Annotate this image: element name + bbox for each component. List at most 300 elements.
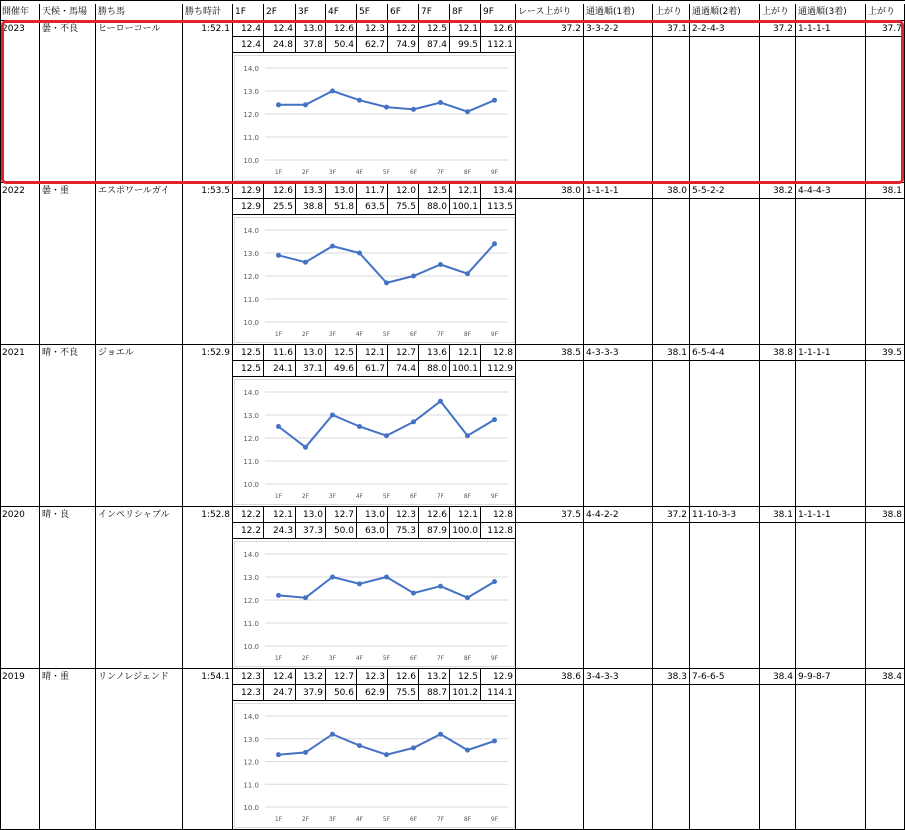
race-condition: 晴・重 <box>40 669 96 830</box>
lap-point <box>303 595 308 600</box>
empty-cell <box>760 361 796 507</box>
lap-point <box>384 105 389 110</box>
empty-cell <box>796 685 866 830</box>
empty-cell <box>760 199 796 345</box>
lap-time: 12.3 <box>357 21 388 37</box>
lap-time: 11.7 <box>357 183 388 199</box>
lap-series-line <box>279 244 495 283</box>
lap-chart-svg <box>235 56 516 182</box>
lap-point <box>465 595 470 600</box>
lap-time: 12.4 <box>264 21 296 37</box>
race-pass2: 5-5-2-2 <box>690 183 760 199</box>
lap-point <box>330 244 335 249</box>
cumulative-time: 37.1 <box>296 361 326 377</box>
empty-cell <box>584 361 653 507</box>
lap-chart <box>234 217 515 343</box>
cumulative-time: 50.0 <box>326 523 357 539</box>
lap-time: 13.3 <box>296 183 326 199</box>
lap-point <box>411 745 416 750</box>
lap-point <box>330 575 335 580</box>
y-tick-label: 12.0 <box>243 597 259 605</box>
race-last3: 39.5 <box>866 345 905 361</box>
x-tick-label: 4F <box>355 493 364 500</box>
y-tick-label: 13.0 <box>243 735 259 744</box>
x-tick-label: 8F <box>463 493 472 500</box>
header-cell: 天候・馬場 <box>40 4 96 21</box>
lap-point <box>330 732 335 737</box>
y-tick-label: 11.0 <box>243 134 259 142</box>
y-tick-label: 11.0 <box>243 620 259 628</box>
x-tick-label: 3F <box>328 816 337 823</box>
empty-cell <box>690 37 760 183</box>
race-pass2: 2-2-4-3 <box>690 21 760 37</box>
cumulative-time: 62.9 <box>357 685 388 701</box>
lap-time: 12.4 <box>233 21 264 37</box>
cumulative-time: 63.5 <box>357 199 388 215</box>
race-last3: 38.8 <box>866 507 905 523</box>
lap-point <box>492 98 497 103</box>
lap-point <box>276 424 281 429</box>
empty-cell <box>516 685 584 830</box>
lap-time: 12.1 <box>450 21 481 37</box>
y-tick-label: 12.0 <box>243 435 259 443</box>
race-year: 2023 <box>0 21 40 183</box>
y-tick-label: 10.0 <box>243 319 259 327</box>
race-winner: リンノレジェンド <box>96 669 183 830</box>
race-last1: 37.2 <box>653 507 690 523</box>
lap-chart-svg <box>235 218 516 344</box>
cumulative-time: 24.8 <box>264 37 296 53</box>
race-pass1: 1-1-1-1 <box>584 183 653 199</box>
y-tick-label: 12.0 <box>243 111 259 119</box>
y-tick-label: 14.0 <box>243 551 259 559</box>
lap-time: 13.4 <box>481 183 516 199</box>
empty-cell <box>866 523 905 669</box>
empty-cell <box>516 37 584 183</box>
lap-point <box>411 591 416 596</box>
lap-time: 12.6 <box>481 21 516 37</box>
lap-point <box>465 433 470 438</box>
lap-time: 13.2 <box>296 669 326 685</box>
sheet-top-border <box>0 0 905 1</box>
x-tick-label: 1F <box>274 493 283 500</box>
cumulative-time: 37.9 <box>296 685 326 701</box>
lap-point <box>438 732 443 737</box>
x-tick-label: 9F <box>490 816 499 823</box>
race-condition: 曇・重 <box>40 183 96 345</box>
cumulative-time: 75.5 <box>388 199 419 215</box>
empty-cell <box>866 361 905 507</box>
cumulative-time: 51.8 <box>326 199 357 215</box>
cumulative-time: 37.8 <box>296 37 326 53</box>
race-last3: 38.1 <box>866 183 905 199</box>
cumulative-time: 12.9 <box>233 199 264 215</box>
x-tick-label: 2F <box>301 331 310 338</box>
race-pass2: 11-10-3-3 <box>690 507 760 523</box>
lap-time: 12.9 <box>233 183 264 199</box>
lap-point <box>357 743 362 748</box>
cumulative-time: 49.6 <box>326 361 357 377</box>
empty-cell <box>584 199 653 345</box>
x-tick-label: 2F <box>301 169 310 176</box>
header-cell: 6F <box>388 4 419 21</box>
cumulative-time: 113.5 <box>481 199 516 215</box>
lap-point <box>438 100 443 105</box>
x-tick-label: 5F <box>382 816 391 823</box>
header-cell: レース上がり <box>516 4 584 21</box>
y-tick-label: 10.0 <box>243 157 259 165</box>
cumulative-time: 88.0 <box>419 199 450 215</box>
empty-cell <box>866 37 905 183</box>
header-cell: 開催年 <box>0 4 40 21</box>
x-tick-label: 8F <box>463 169 472 176</box>
lap-point <box>276 752 281 757</box>
lap-point <box>438 584 443 589</box>
lap-time: 12.2 <box>388 21 419 37</box>
header-cell: 3F <box>296 4 326 21</box>
lap-chart-svg <box>235 542 516 668</box>
y-tick-label: 12.0 <box>243 758 259 767</box>
lap-point <box>384 575 389 580</box>
race-last2: 38.8 <box>760 345 796 361</box>
race-last2: 38.1 <box>760 507 796 523</box>
cumulative-time: 74.4 <box>388 361 419 377</box>
lap-point <box>411 107 416 112</box>
lap-time: 12.1 <box>450 507 481 523</box>
race-pass1: 4-3-3-3 <box>584 345 653 361</box>
cumulative-time: 63.0 <box>357 523 388 539</box>
x-tick-label: 7F <box>436 655 445 662</box>
y-tick-label: 14.0 <box>243 713 259 721</box>
x-tick-label: 6F <box>409 331 418 338</box>
lap-time: 13.0 <box>296 21 326 37</box>
y-tick-label: 13.0 <box>243 250 259 258</box>
lap-time: 12.6 <box>388 669 419 685</box>
empty-cell <box>653 37 690 183</box>
x-tick-label: 4F <box>355 331 364 338</box>
cumulative-time: 88.0 <box>419 361 450 377</box>
empty-cell <box>653 523 690 669</box>
cumulative-time: 50.6 <box>326 685 357 701</box>
header-cell: 1F <box>233 4 264 21</box>
empty-cell <box>866 685 905 830</box>
x-tick-label: 6F <box>409 493 418 500</box>
race-pass1: 4-4-2-2 <box>584 507 653 523</box>
empty-cell <box>690 685 760 830</box>
lap-point <box>357 581 362 586</box>
x-tick-label: 2F <box>301 655 310 662</box>
lap-time: 12.1 <box>450 345 481 361</box>
lap-time: 12.6 <box>264 183 296 199</box>
x-tick-label: 7F <box>436 169 445 176</box>
header-cell: 通過順(2着) <box>690 4 760 21</box>
header-cell: 2F <box>264 4 296 21</box>
cumulative-time: 38.8 <box>296 199 326 215</box>
lap-time: 12.5 <box>450 669 481 685</box>
x-tick-label: 7F <box>436 493 445 500</box>
cumulative-time: 112.1 <box>481 37 516 53</box>
cumulative-time: 50.4 <box>326 37 357 53</box>
empty-cell <box>653 361 690 507</box>
race-winner: ジョエル <box>96 345 183 507</box>
race-time: 1:52.9 <box>183 345 233 507</box>
cumulative-time: 62.7 <box>357 37 388 53</box>
lap-chart <box>234 55 515 181</box>
x-tick-label: 5F <box>382 655 391 662</box>
lap-time: 13.2 <box>419 669 450 685</box>
lap-point <box>357 251 362 256</box>
lap-point <box>276 253 281 258</box>
lap-point <box>330 413 335 418</box>
race-race-last: 37.2 <box>516 21 584 37</box>
x-tick-label: 8F <box>463 816 472 823</box>
x-tick-label: 6F <box>409 816 418 823</box>
lap-point <box>465 271 470 276</box>
cumulative-time: 88.7 <box>419 685 450 701</box>
lap-time: 12.9 <box>481 669 516 685</box>
lap-series-line <box>279 401 495 447</box>
x-tick-label: 1F <box>274 816 283 823</box>
cumulative-time: 37.3 <box>296 523 326 539</box>
x-tick-label: 9F <box>490 493 499 500</box>
empty-cell <box>584 523 653 669</box>
lap-point <box>276 593 281 598</box>
lap-point <box>384 433 389 438</box>
cumulative-time: 74.9 <box>388 37 419 53</box>
lap-time: 12.6 <box>419 507 450 523</box>
lap-chart <box>234 541 515 667</box>
lap-point <box>492 241 497 246</box>
cumulative-time: 112.9 <box>481 361 516 377</box>
x-tick-label: 5F <box>382 169 391 176</box>
race-year: 2021 <box>0 345 40 507</box>
lap-time: 12.7 <box>326 507 357 523</box>
lap-time: 12.3 <box>233 669 264 685</box>
lap-point <box>438 262 443 267</box>
race-condition: 晴・不良 <box>40 345 96 507</box>
lap-point <box>438 399 443 404</box>
lap-time: 12.8 <box>481 345 516 361</box>
x-tick-label: 2F <box>301 493 310 500</box>
header-cell: 勝ち時計 <box>183 4 233 21</box>
header-cell: 通過順(1着) <box>584 4 653 21</box>
cumulative-time: 87.4 <box>419 37 450 53</box>
race-last2: 37.2 <box>760 21 796 37</box>
x-tick-label: 7F <box>436 816 445 823</box>
empty-cell <box>584 37 653 183</box>
race-condition: 晴・良 <box>40 507 96 669</box>
cumulative-time: 24.1 <box>264 361 296 377</box>
race-pass3: 1-1-1-1 <box>796 21 866 37</box>
header-cell: 9F <box>481 4 516 21</box>
x-tick-label: 6F <box>409 169 418 176</box>
y-tick-label: 11.0 <box>243 458 259 466</box>
y-tick-label: 14.0 <box>243 389 259 397</box>
lap-point <box>492 579 497 584</box>
lap-point <box>357 424 362 429</box>
race-pass1: 3-3-2-2 <box>584 21 653 37</box>
race-pass3: 9-9-8-7 <box>796 669 866 685</box>
x-tick-label: 3F <box>328 169 337 176</box>
empty-cell <box>690 361 760 507</box>
cumulative-time: 87.9 <box>419 523 450 539</box>
race-last1: 38.0 <box>653 183 690 199</box>
race-time: 1:52.8 <box>183 507 233 669</box>
y-tick-label: 14.0 <box>243 65 259 73</box>
cumulative-time: 12.2 <box>233 523 264 539</box>
x-tick-label: 4F <box>355 655 364 662</box>
lap-point <box>303 102 308 107</box>
y-tick-label: 12.0 <box>243 273 259 281</box>
empty-cell <box>796 199 866 345</box>
y-tick-label: 13.0 <box>243 574 259 582</box>
lap-time: 13.0 <box>296 507 326 523</box>
race-winner: エスポワールガイ <box>96 183 183 345</box>
header-cell: 上がり <box>866 4 905 21</box>
lap-time: 12.2 <box>233 507 264 523</box>
cumulative-time: 12.4 <box>233 37 264 53</box>
y-tick-label: 11.0 <box>243 296 259 304</box>
x-tick-label: 3F <box>328 655 337 662</box>
lap-time: 12.5 <box>419 21 450 37</box>
lap-time: 13.0 <box>296 345 326 361</box>
x-tick-label: 4F <box>355 816 364 823</box>
cumulative-time: 112.8 <box>481 523 516 539</box>
x-tick-label: 1F <box>274 169 283 176</box>
lap-point <box>303 750 308 755</box>
lap-point <box>384 280 389 285</box>
x-tick-label: 4F <box>355 169 364 176</box>
lap-point <box>357 98 362 103</box>
y-tick-label: 13.0 <box>243 88 259 96</box>
cumulative-time: 25.5 <box>264 199 296 215</box>
race-winner: ヒーローコール <box>96 21 183 183</box>
empty-cell <box>796 361 866 507</box>
y-tick-label: 10.0 <box>243 804 259 812</box>
race-pass2: 6-5-4-4 <box>690 345 760 361</box>
race-pass3: 1-1-1-1 <box>796 345 866 361</box>
race-last1: 38.3 <box>653 669 690 685</box>
empty-cell <box>760 685 796 830</box>
empty-cell <box>653 685 690 830</box>
x-tick-label: 1F <box>274 331 283 338</box>
lap-point <box>303 260 308 265</box>
lap-time: 12.8 <box>481 507 516 523</box>
y-tick-label: 11.0 <box>243 781 259 790</box>
race-time: 1:53.5 <box>183 183 233 345</box>
lap-chart-svg <box>235 704 516 829</box>
cumulative-time: 24.7 <box>264 685 296 701</box>
cumulative-time: 12.3 <box>233 685 264 701</box>
race-race-last: 37.5 <box>516 507 584 523</box>
x-tick-label: 1F <box>274 655 283 662</box>
x-tick-label: 5F <box>382 493 391 500</box>
lap-time: 12.3 <box>357 669 388 685</box>
x-tick-label: 5F <box>382 331 391 338</box>
empty-cell <box>653 199 690 345</box>
lap-chart-svg <box>235 380 516 506</box>
empty-cell <box>690 523 760 669</box>
header-cell: 4F <box>326 4 357 21</box>
empty-cell <box>690 199 760 345</box>
race-last1: 38.1 <box>653 345 690 361</box>
lap-time: 12.5 <box>419 183 450 199</box>
cumulative-time: 100.1 <box>450 361 481 377</box>
lap-point <box>384 752 389 757</box>
lap-chart <box>234 379 515 505</box>
header-cell: 7F <box>419 4 450 21</box>
race-year: 2022 <box>0 183 40 345</box>
lap-point <box>465 109 470 114</box>
lap-time: 13.0 <box>357 507 388 523</box>
cumulative-time: 75.5 <box>388 685 419 701</box>
empty-cell <box>760 523 796 669</box>
race-last3: 37.7 <box>866 21 905 37</box>
lap-time: 12.4 <box>264 669 296 685</box>
empty-cell <box>516 523 584 669</box>
empty-cell <box>796 523 866 669</box>
x-tick-label: 8F <box>463 655 472 662</box>
lap-time: 12.6 <box>326 21 357 37</box>
cumulative-time: 61.7 <box>357 361 388 377</box>
lap-series-line <box>279 734 495 755</box>
cumulative-time: 24.3 <box>264 523 296 539</box>
cumulative-time: 114.1 <box>481 685 516 701</box>
lap-point <box>411 419 416 424</box>
x-tick-label: 9F <box>490 169 499 176</box>
x-tick-label: 9F <box>490 655 499 662</box>
lap-point <box>492 739 497 744</box>
race-last2: 38.2 <box>760 183 796 199</box>
header-cell: 勝ち馬 <box>96 4 183 21</box>
lap-time: 12.5 <box>326 345 357 361</box>
x-tick-label: 3F <box>328 331 337 338</box>
race-year: 2019 <box>0 669 40 830</box>
lap-point <box>276 102 281 107</box>
lap-point <box>330 89 335 94</box>
lap-time: 13.6 <box>419 345 450 361</box>
race-time: 1:52.1 <box>183 21 233 183</box>
header-cell: 上がり <box>760 4 796 21</box>
header-cell: 8F <box>450 4 481 21</box>
race-condition: 曇・不良 <box>40 21 96 183</box>
empty-cell <box>760 37 796 183</box>
race-race-last: 38.5 <box>516 345 584 361</box>
header-cell: 通過順(3着) <box>796 4 866 21</box>
race-last3: 38.4 <box>866 669 905 685</box>
race-year: 2020 <box>0 507 40 669</box>
x-tick-label: 3F <box>328 493 337 500</box>
cumulative-time: 99.5 <box>450 37 481 53</box>
lap-time: 12.7 <box>326 669 357 685</box>
x-tick-label: 6F <box>409 655 418 662</box>
lap-time: 12.1 <box>264 507 296 523</box>
cumulative-time: 100.0 <box>450 523 481 539</box>
header-cell: 上がり <box>653 4 690 21</box>
lap-point <box>303 445 308 450</box>
lap-point <box>411 274 416 279</box>
race-pass3: 4-4-4-3 <box>796 183 866 199</box>
lap-time: 12.1 <box>450 183 481 199</box>
empty-cell <box>584 685 653 830</box>
lap-time: 11.6 <box>264 345 296 361</box>
x-tick-label: 7F <box>436 331 445 338</box>
lap-chart <box>234 703 515 828</box>
race-race-last: 38.6 <box>516 669 584 685</box>
lap-time: 12.5 <box>233 345 264 361</box>
race-time: 1:54.1 <box>183 669 233 830</box>
lap-time: 12.3 <box>388 507 419 523</box>
